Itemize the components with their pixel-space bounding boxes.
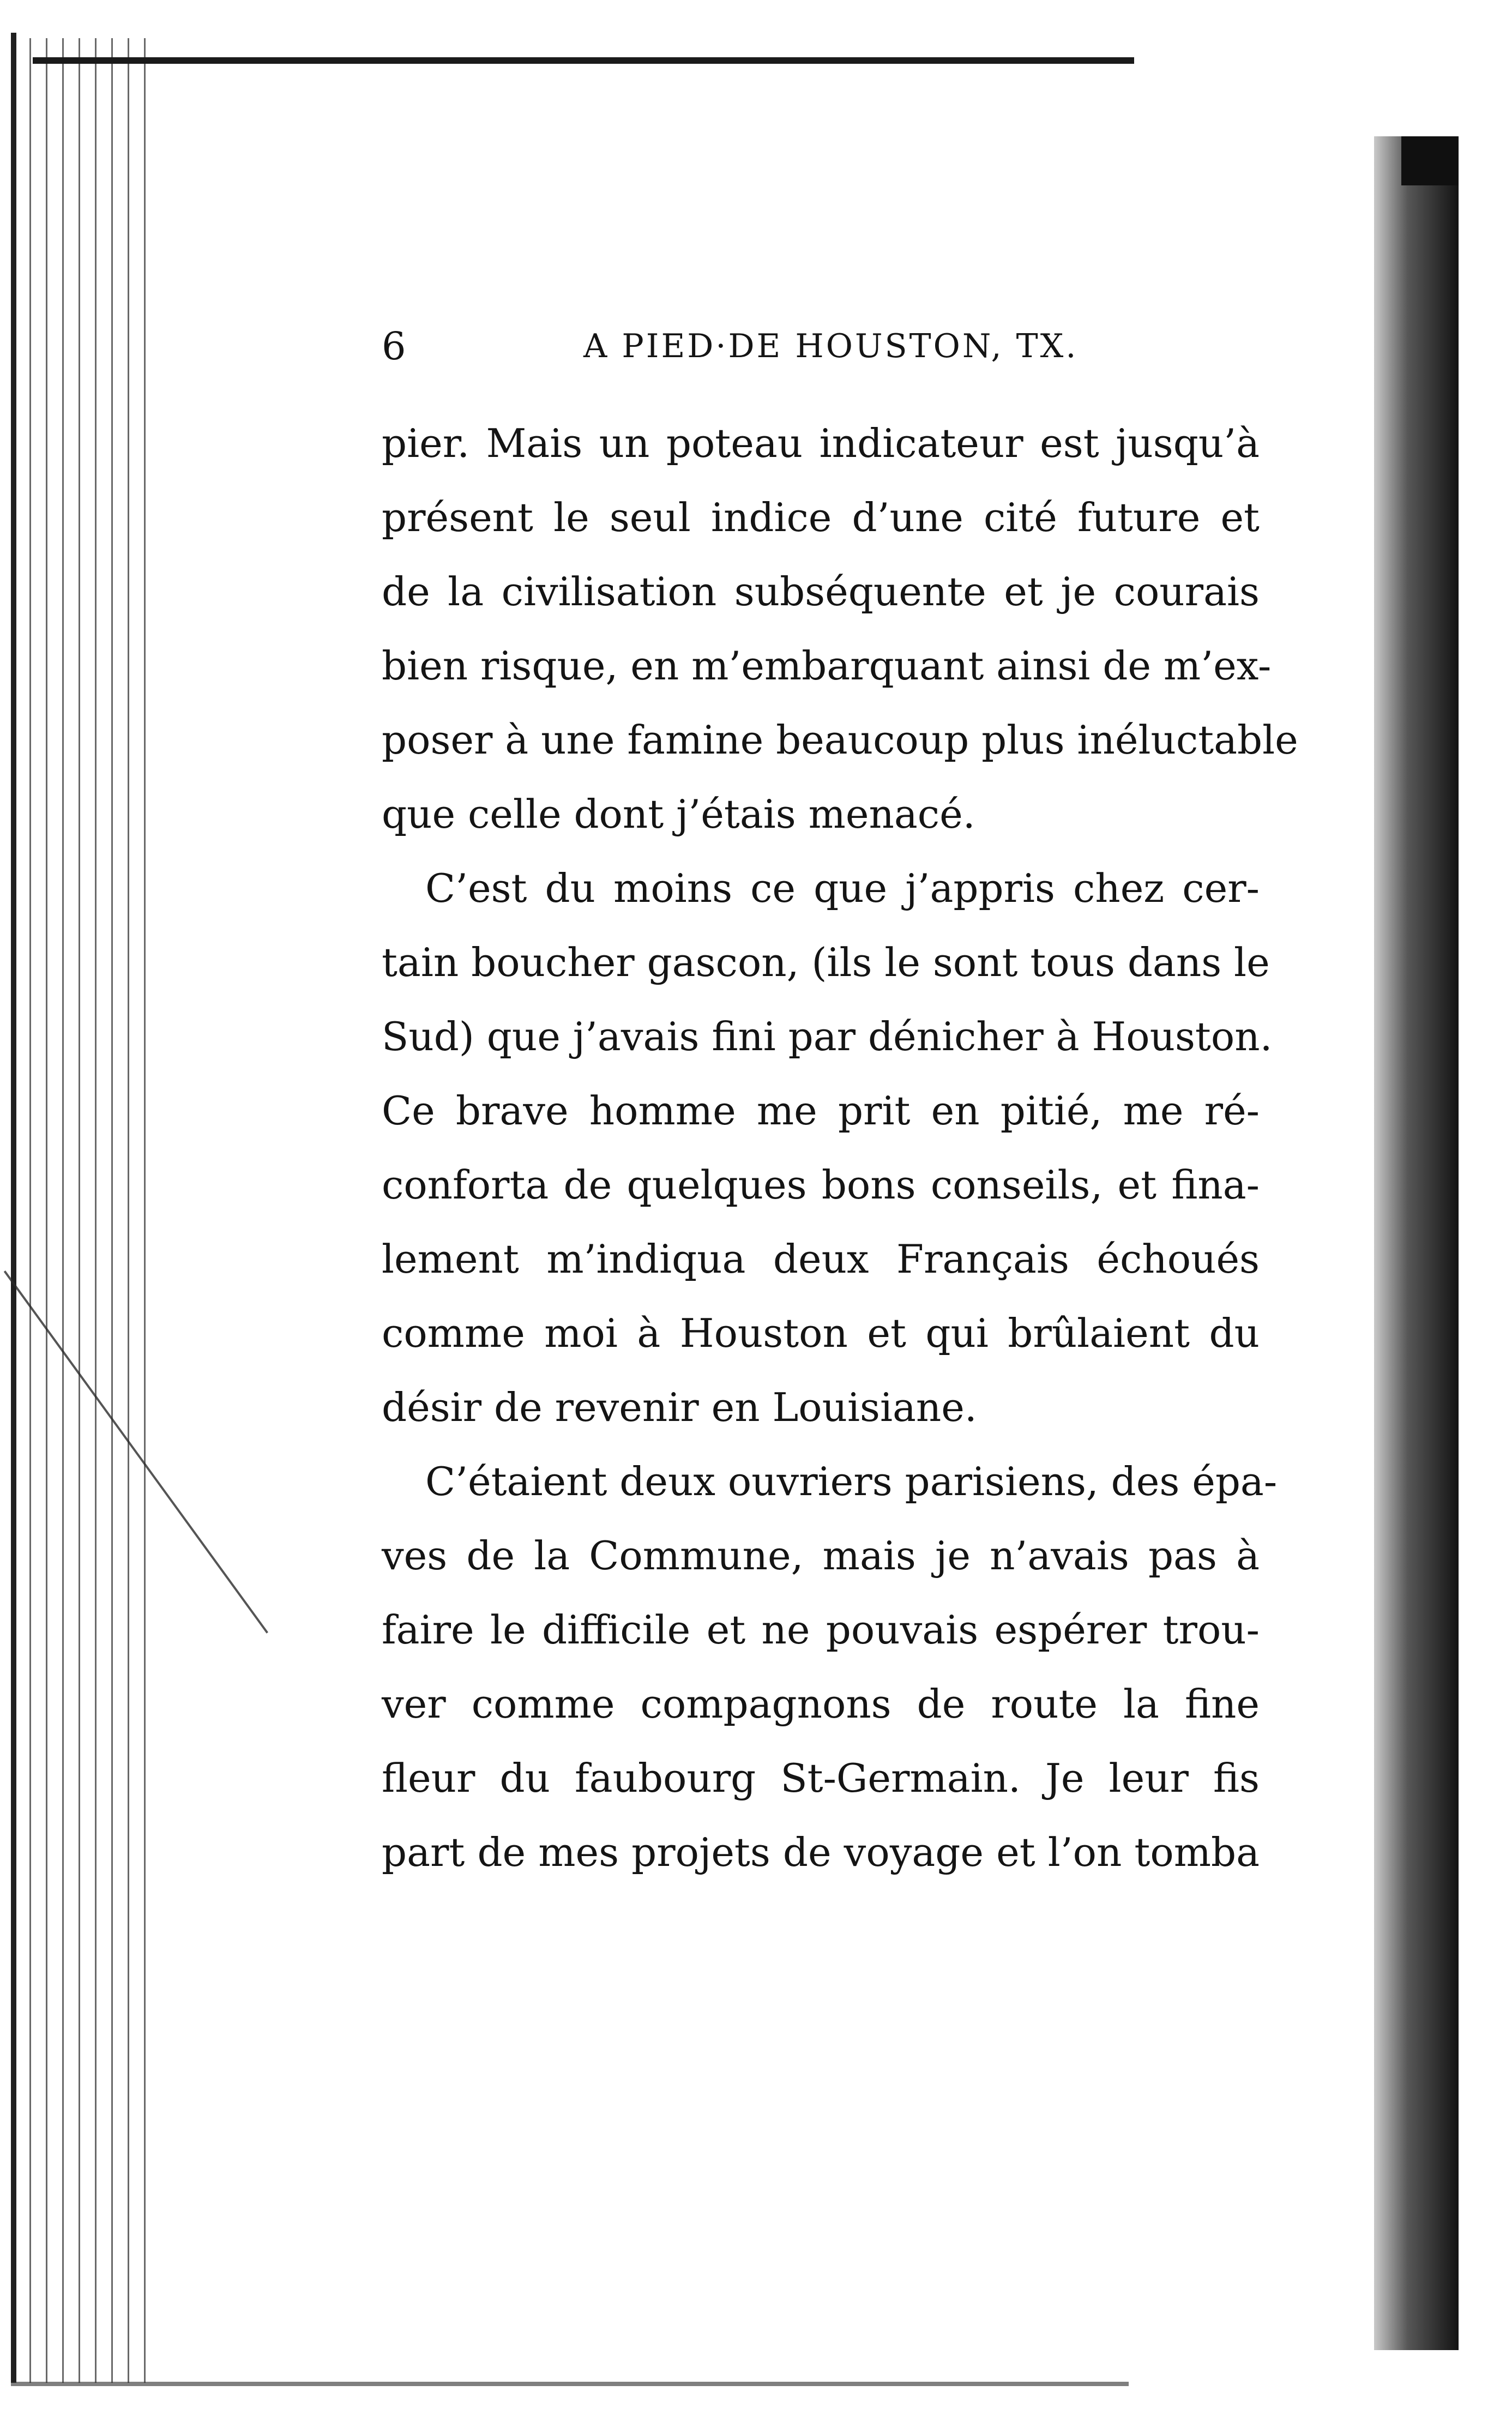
body-text (382, 406, 1298, 1889)
text-line: C’est du moins ce que j’appris chez cer- (425, 865, 1260, 911)
text-line: présent le seul indice d’une cité future et (382, 495, 1260, 540)
text-line: C’étaient deux ouvriers parisiens, des épa- (425, 1459, 1278, 1504)
text-line: part de mes projets de voyage et l’on tomba (382, 1829, 1260, 1875)
text-line: ver comme compagnons de route la fine (382, 1681, 1260, 1727)
binding-edge (11, 33, 16, 2383)
text-line: poser à une famine beaucoup plus inéluctable (382, 717, 1298, 763)
text-line: Sud) que j’avais fini par dénicher à Houston. (382, 1014, 1273, 1059)
bottom-rule (11, 2382, 1129, 2386)
text-line: conforta de quelques bons conseils, et fina- (382, 1162, 1260, 1208)
text-line: Ce brave homme me prit en pitié, me ré- (382, 1088, 1260, 1134)
text-line: pier. Mais un poteau indicateur est jusqu’à (382, 420, 1260, 466)
text-line: bien risque, en m’embarquant ainsi de m’ex- (382, 643, 1272, 689)
text-line: de la civilisation subséquente et je courais (382, 569, 1260, 615)
text-line: ves de la Commune, mais je n’avais pas à (382, 1533, 1260, 1579)
top-rule (33, 57, 1134, 64)
text-line: lement m’indiqua deux Français échoués (382, 1236, 1260, 1282)
text-line: fleur du faubourg St-Germain. Je leur fis (382, 1755, 1260, 1801)
text-line: que celle dont j’étais menacé. (382, 791, 975, 837)
page-number: 6 (382, 324, 406, 369)
running-title: A PIED·DE HOUSTON, TX. (583, 327, 1079, 365)
text-line: tain boucher gascon, (ils le sont tous dans le (382, 939, 1270, 985)
text-line: comme moi à Houston et qui brûlaient du (382, 1310, 1260, 1356)
page-edge-shadow (1374, 136, 1459, 2350)
text-line: désir de revenir en Louisiane. (382, 1384, 977, 1430)
text-line: faire le difficile et ne pouvais espérer trou- (382, 1607, 1260, 1653)
page-edge-dark (1401, 136, 1459, 185)
binding-shadow (22, 38, 147, 2383)
page-header (382, 319, 1254, 374)
